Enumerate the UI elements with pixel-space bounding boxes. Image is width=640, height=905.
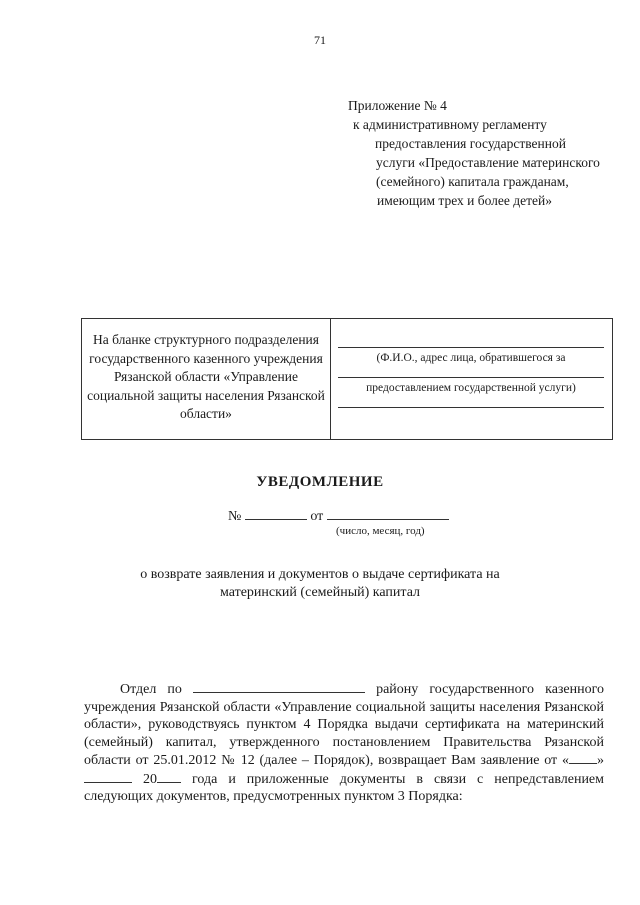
- frame-divider: [330, 319, 331, 439]
- number-sign: №: [228, 509, 242, 524]
- day-blank: [569, 751, 597, 764]
- addressee-line: [338, 347, 604, 348]
- appendix-line: (семейного) капитала гражданам,: [376, 174, 569, 189]
- addressee-line: [338, 407, 604, 408]
- body-text-1: Отдел по: [120, 682, 182, 697]
- subject-line-2: материнский (семейный) капитал: [219, 585, 421, 600]
- addressee-frame: [81, 318, 613, 440]
- body-text-2: району государственного казенного учреждения Рязанской области «Управление социальной защиты населения Рязанской области», руководствуясь пунктом 4 Порядка выдачи сертификата на материнский (семейный) капитал, утвержденного постановлением Правительства Рязанской области от 25.01.2012 № 12 (далее – Порядок), возвращает Вам заявление от «: [84, 682, 605, 768]
- number-blank: [245, 507, 307, 520]
- year-blank: [157, 770, 181, 783]
- notice-number-line: [228, 507, 449, 525]
- notice-subject: [0, 566, 640, 602]
- appendix-line: услуги «Предоставление материнского: [376, 155, 600, 170]
- date-hint: (число, месяц, год): [336, 525, 425, 537]
- page-number: 71: [314, 33, 326, 47]
- month-blank: [84, 770, 132, 783]
- appendix-line: Приложение № 4: [348, 98, 447, 113]
- district-blank: [193, 680, 365, 693]
- addressee-hint-2: предоставлением государственной услуги): [366, 382, 576, 394]
- body-text-4: 20: [143, 771, 157, 787]
- date-blank: [327, 507, 449, 520]
- appendix-line: предоставления государственной: [375, 136, 566, 151]
- appendix-line: к административному регламенту: [353, 117, 547, 132]
- appendix-header: [348, 96, 608, 210]
- addressee-line: [338, 377, 604, 378]
- from-word: от: [310, 509, 324, 524]
- body-text-3: »: [597, 753, 604, 768]
- subject-line-1: о возврате заявления и документов о выдаче сертификата на: [140, 567, 500, 582]
- appendix-line: имеющим трех и более детей»: [377, 193, 552, 208]
- notice-body: [84, 680, 604, 806]
- letterhead-placeholder: На бланке структурного подразделения государственного казенного учреждения Рязанской области «Управление социальной защиты населения Рязанской области»: [87, 332, 325, 421]
- addressee-hint-1: (Ф.И.О., адрес лица, обратившегося за: [376, 352, 566, 364]
- body-text-5: года и приложенные документы в связи с непредставлением следующих документов, предусмотренных пунктом 3 Порядка:: [84, 771, 605, 804]
- notice-title: УВЕДОМЛЕНИЕ: [256, 474, 384, 490]
